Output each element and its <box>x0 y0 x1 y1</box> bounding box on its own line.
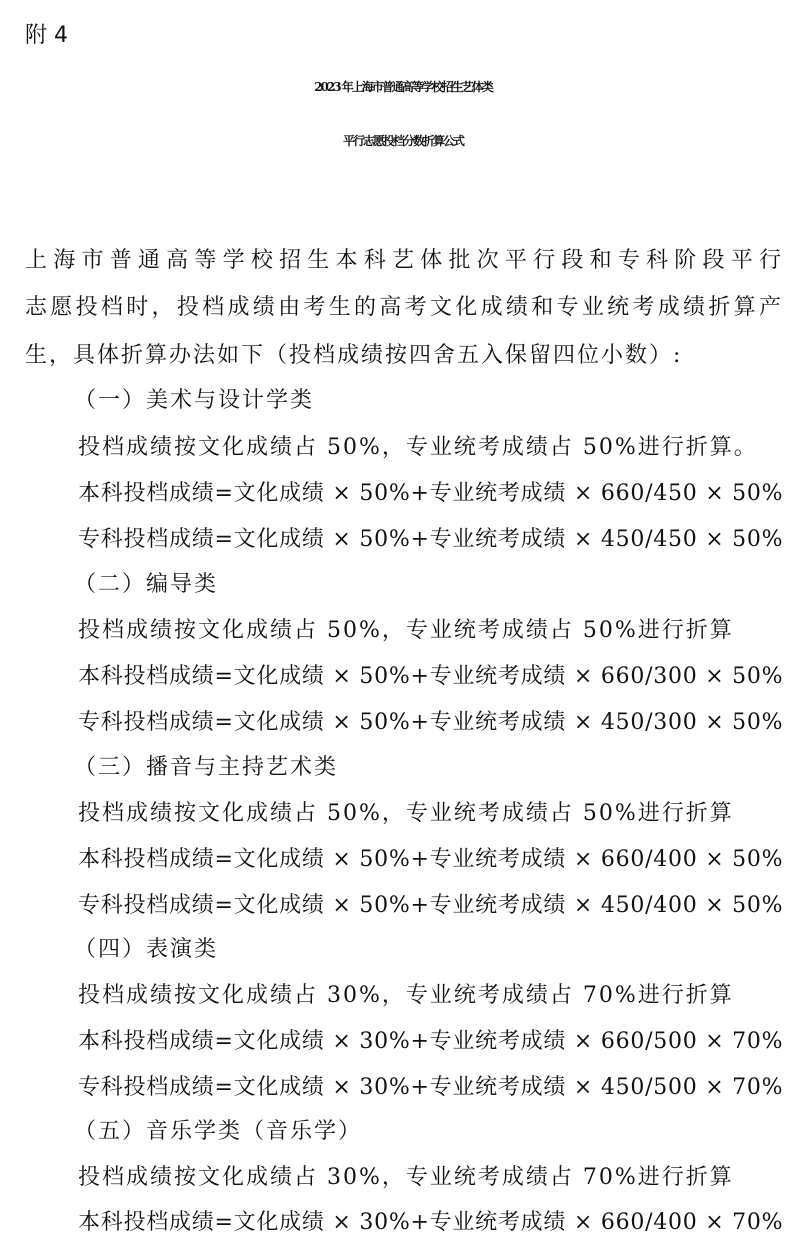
section-heading: （三）播音与主持艺术类 <box>74 755 339 780</box>
intro-line-2: 志愿投档时，投档成绩由考生的高考文化成绩和专业统考成绩折算产 <box>25 295 781 320</box>
bachelor-formula: 本科投档成绩=文化成绩 × 50%+专业统考成绩 × 660/300 × 50% <box>78 664 784 689</box>
bachelor-formula: 本科投档成绩=文化成绩 × 30%+专业统考成绩 × 660/500 × 70% <box>78 1029 784 1054</box>
associate-formula: 专科投档成绩=文化成绩 × 50%+专业统考成绩 × 450/400 × 50% <box>78 893 784 918</box>
section-rule: 投档成绩按文化成绩占 30%，专业统考成绩占 70%进行折算 <box>78 1165 734 1190</box>
bachelor-formula: 本科投档成绩=文化成绩 × 50%+专业统考成绩 × 660/400 × 50% <box>78 847 784 872</box>
section-heading: （二）编导类 <box>74 572 219 597</box>
annex-label: 附 4 <box>25 23 68 48</box>
section-rule: 投档成绩按文化成绩占 30%，专业统考成绩占 70%进行折算 <box>78 983 734 1008</box>
document-title-line-1: 2023 年上海市普通高等学校招生艺体类 <box>314 80 492 94</box>
document-title-line-2: 平行志愿投档分数折算公式 <box>342 134 463 148</box>
bachelor-formula: 本科投档成绩=文化成绩 × 50%+专业统考成绩 × 660/450 × 50% <box>78 481 784 506</box>
section-heading: （五）音乐学类（音乐学） <box>74 1119 363 1144</box>
intro-line-1: 上海市普通高等学校招生本科艺体批次平行段和专科阶段平行 <box>25 248 781 273</box>
section-rule: 投档成绩按文化成绩占 50%，专业统考成绩占 50%进行折算。 <box>78 435 758 460</box>
section-rule: 投档成绩按文化成绩占 50%，专业统考成绩占 50%进行折算 <box>78 618 734 643</box>
associate-formula: 专科投档成绩=文化成绩 × 30%+专业统考成绩 × 450/500 × 70% <box>78 1075 784 1100</box>
section-heading: （四）表演类 <box>74 937 219 962</box>
associate-formula: 专科投档成绩=文化成绩 × 50%+专业统考成绩 × 450/300 × 50% <box>78 710 784 735</box>
section-heading: （一）美术与设计学类 <box>74 388 315 413</box>
associate-formula: 专科投档成绩=文化成绩 × 50%+专业统考成绩 × 450/450 × 50% <box>78 527 784 552</box>
bachelor-formula: 本科投档成绩=文化成绩 × 30%+专业统考成绩 × 660/400 × 70% <box>78 1210 784 1235</box>
section-rule: 投档成绩按文化成绩占 50%，专业统考成绩占 50%进行折算 <box>78 801 734 826</box>
intro-line-3: 生，具体折算办法如下（投档成绩按四舍五入保留四位小数）: <box>25 343 683 368</box>
